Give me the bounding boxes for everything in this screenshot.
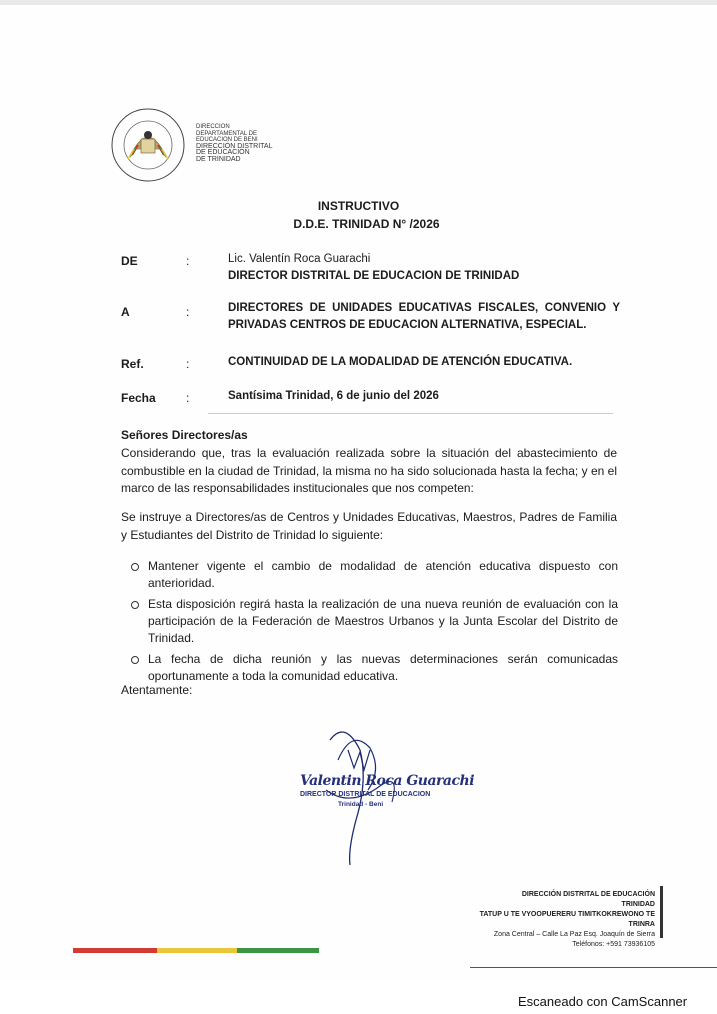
seal-institution-text xyxy=(196,124,273,163)
list-item xyxy=(128,651,618,685)
instruction-list xyxy=(128,558,618,689)
bullet-circle-icon xyxy=(131,656,139,664)
bottom-rule xyxy=(470,967,717,968)
signature-stamp-title: DIRECTOR DISTRITAL DE EDUCACION xyxy=(300,791,431,798)
list-item-text: Mantener vigente el cambio de modalidad de atención educativa dispuesto con anterioridad. xyxy=(148,559,618,590)
document-title: INSTRUCTIVO xyxy=(317,199,400,213)
seal-line: DE TRINIDAD xyxy=(196,155,241,163)
signature-stamp-name: Valentin Roca Guarachi xyxy=(300,773,475,789)
seal-line: DE EDUCACIÓN xyxy=(196,149,250,156)
seal-line: DIRECCIÓN DISTRITAL xyxy=(196,142,273,150)
signature-stamp-location: Trinidad - Beni xyxy=(338,801,384,808)
flag-stripe-yellow xyxy=(157,948,237,953)
seal-line: DIRECCION xyxy=(196,124,230,130)
seal-line: DEPARTAMENTAL DE xyxy=(196,130,258,137)
list-item-text: Esta disposición regirá hasta la realización de una nueva reunión de evaluación con la participación de la Federación de Maestros Urbanos y la Junta Escolar del Distrito de Trinidad. xyxy=(148,597,618,645)
footer-vertical-rule xyxy=(660,886,663,938)
bolivia-seal-logo xyxy=(108,105,188,185)
ref-label: Ref. xyxy=(121,357,144,371)
header-divider xyxy=(208,413,613,414)
fecha-label: Fecha xyxy=(121,391,156,405)
reference-subject: CONTINUIDAD DE LA MODALIDAD DE ATENCIÓN EDUCATIVA. xyxy=(228,356,573,368)
recipients: DIRECTORES DE UNIDADES EDUCATIVAS FISCALES, CONVENIO Y PRIVADAS CENTROS DE EDUCACION ALTERNATIVA, ESPECIAL. xyxy=(228,302,620,331)
bullet-circle-icon xyxy=(131,601,139,609)
fecha-colon: : xyxy=(186,391,190,405)
list-item-text: La fecha de dicha reunión y las nuevas determinaciones serán comunicadas oportunamente a toda la comunidad educativa. xyxy=(148,652,618,683)
seal-line: EDUCACION DE BENI xyxy=(196,137,258,143)
a-label: A xyxy=(121,305,130,319)
paragraph-considerando: Considerando que, tras la evaluación realizada sobre la situación del abastecimiento de combustible en la ciudad de Trinidad, la misma no ha sido solucionada hasta la fecha; y en el marco de las responsabilidades institucionales que nos competen: xyxy=(121,446,617,495)
camscanner-watermark: Escaneado con CamScanner xyxy=(518,994,688,1009)
flag-stripe-green xyxy=(237,948,319,953)
footer-phone: Teléfonos: +591 73936105 xyxy=(572,941,655,948)
document-date: Santísima Trinidad, 6 de junio del 2026 xyxy=(228,390,439,402)
greeting: Señores Directores/as xyxy=(121,428,248,442)
footer-institution: DIRECCIÓN DISTRITAL DE EDUCACIÓN xyxy=(521,891,655,898)
footer-city: TRINIDAD xyxy=(621,901,655,908)
de-label: DE xyxy=(121,254,138,268)
de-sender xyxy=(228,251,620,285)
bullet-circle-icon xyxy=(131,563,139,571)
list-item xyxy=(128,596,618,647)
footer-native-city: TRINRA xyxy=(628,921,655,928)
flag-stripe-red xyxy=(73,948,157,953)
sender-position: DIRECTOR DISTRITAL DE EDUCACION DE TRINIDAD xyxy=(228,270,520,282)
paragraph-instruction: Se instruye a Directores/as de Centros y Unidades Educativas, Maestros, Padres de Familia y Estudiantes del Distrito de Trinidad lo siguiente: xyxy=(121,510,617,542)
sender-name: Lic. Valentín Roca Guarachi xyxy=(228,253,371,265)
ref-colon: : xyxy=(186,357,190,371)
de-colon: : xyxy=(186,254,190,268)
closing-text: Atentamente: xyxy=(121,683,193,697)
footer-contact xyxy=(415,890,655,950)
a-colon: : xyxy=(186,305,190,319)
footer-native-name: TATUP U TE VYOOPUERERU TIMITKOKREWONO TE xyxy=(479,911,655,918)
list-item xyxy=(128,558,618,592)
footer-address: Zona Central – Calle La Paz Esq. Joaquín de Sierra xyxy=(493,931,655,938)
document-number: D.D.E. TRINIDAD N° /2026 xyxy=(293,217,440,231)
